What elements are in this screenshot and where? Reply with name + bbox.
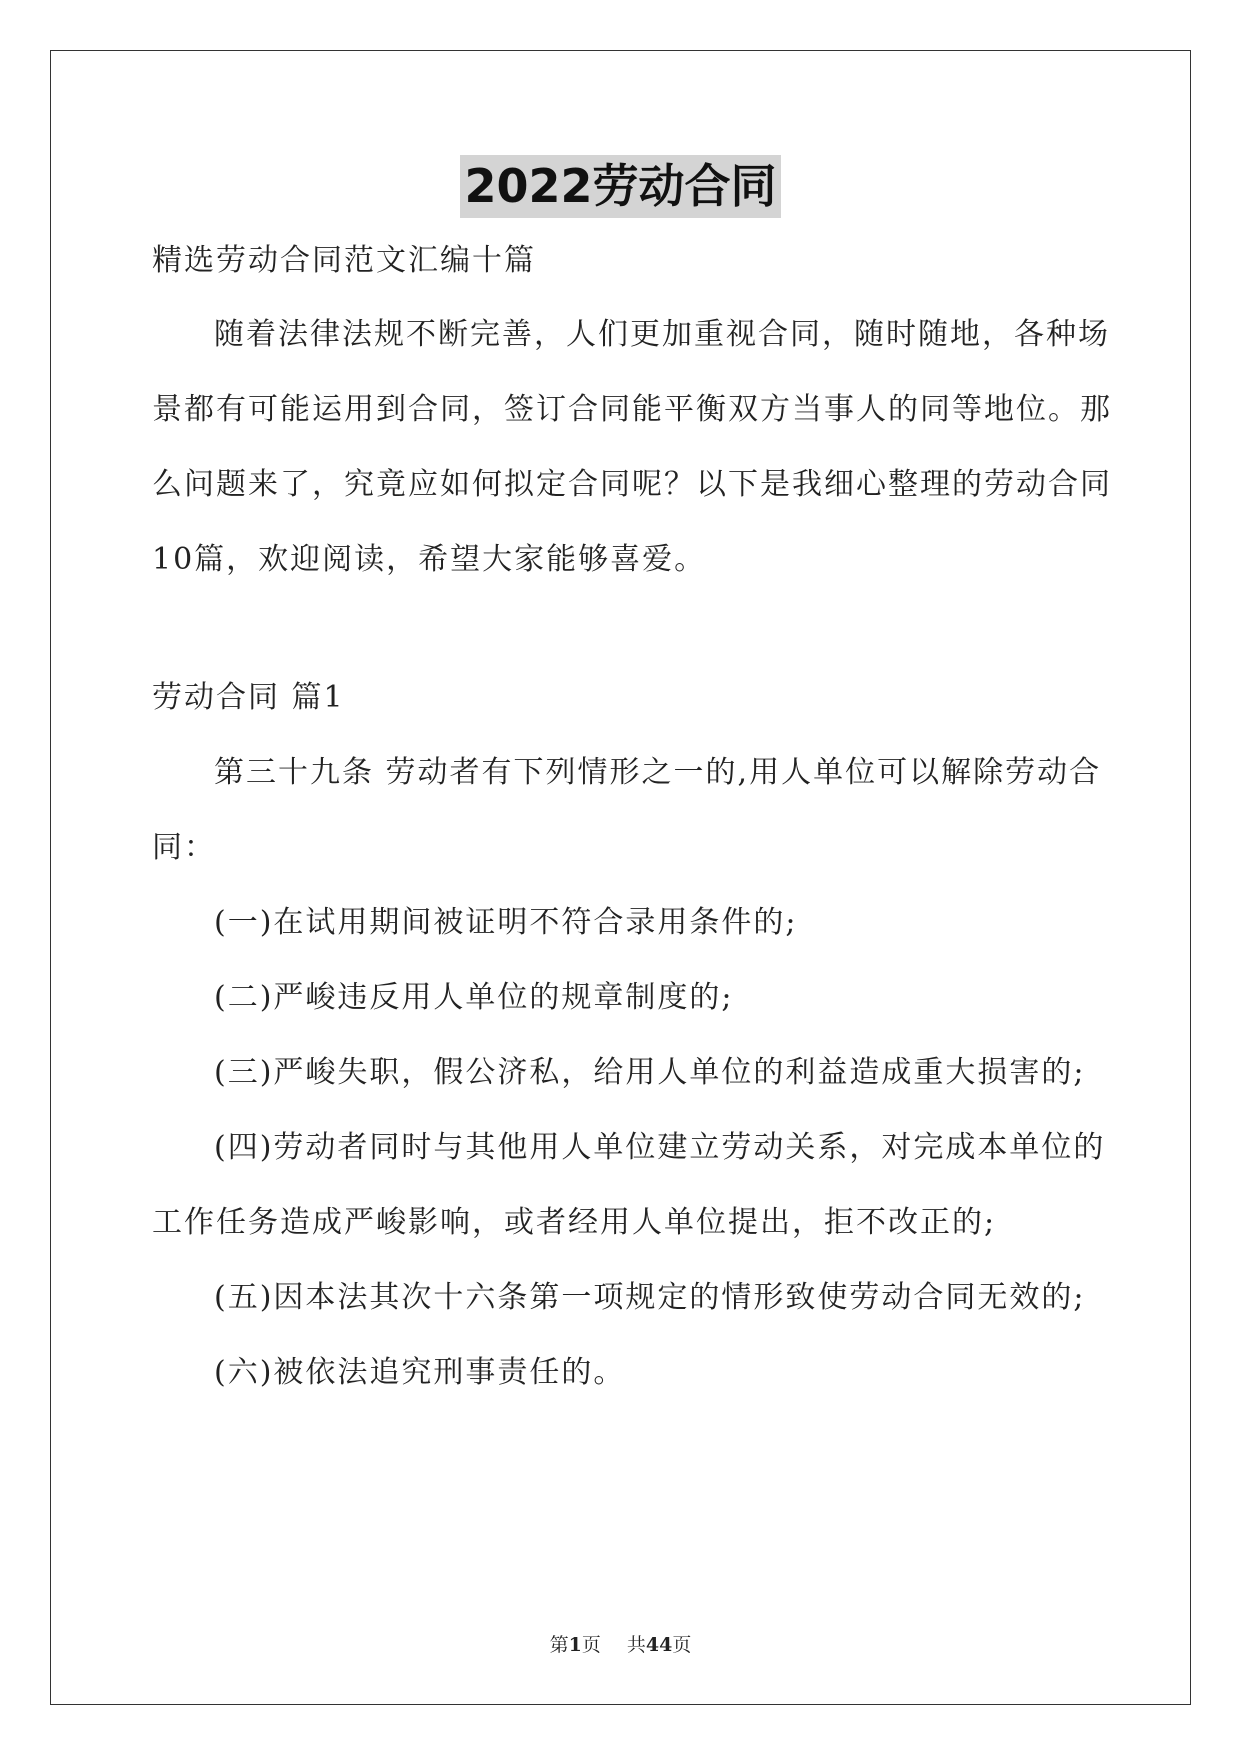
page-border	[50, 50, 1191, 1705]
intro-line-2: 景都有可能运用到合同，签订合同能平衡双方当事人的同等地位。那	[152, 392, 1112, 427]
list-item-2: (二)严峻违反用人单位的规章制度的;	[214, 980, 734, 1015]
footer-page-number: 1	[568, 1634, 582, 1656]
intro-line-1: 随着法律法规不断完善，人们更加重视合同，随时随地，各种场	[214, 317, 1110, 352]
document-title: 2022劳动合同	[460, 155, 780, 218]
footer-total-prefix: 共	[626, 1634, 646, 1656]
intro-line-4: 10篇，欢迎阅读，希望大家能够喜爱。	[152, 542, 707, 577]
section-heading: 劳动合同 篇1	[152, 680, 345, 715]
list-item-4: (四)劳动者同时与其他用人单位建立劳动关系，对完成本单位的	[214, 1130, 1106, 1165]
footer-total-pages: 44	[645, 1634, 673, 1656]
list-item-3: (三)严峻失职，假公济私，给用人单位的利益造成重大损害的;	[214, 1055, 1086, 1090]
article-line-2: 同：	[152, 830, 216, 865]
footer-page-suffix: 页	[581, 1634, 601, 1656]
list-item-6: (六)被依法追究刑事责任的。	[214, 1355, 626, 1390]
list-item-4-cont: 工作任务造成严峻影响，或者经用人单位提出，拒不改正的;	[152, 1205, 997, 1240]
article-line-1: 第三十九条 劳动者有下列情形之一的,用人单位可以解除劳动合	[214, 755, 1102, 790]
footer-total-suffix: 页	[672, 1634, 692, 1656]
footer-page-prefix: 第	[549, 1634, 569, 1656]
list-item-1: (一)在试用期间被证明不符合录用条件的;	[214, 905, 798, 940]
title-container	[0, 155, 1241, 218]
page-footer	[0, 1630, 1241, 1657]
list-item-5: (五)因本法其次十六条第一项规定的情形致使劳动合同无效的;	[214, 1280, 1086, 1315]
document-subtitle: 精选劳动合同范文汇编十篇	[152, 243, 536, 278]
intro-line-3: 么问题来了，究竟应如何拟定合同呢？以下是我细心整理的劳动合同	[152, 467, 1112, 502]
